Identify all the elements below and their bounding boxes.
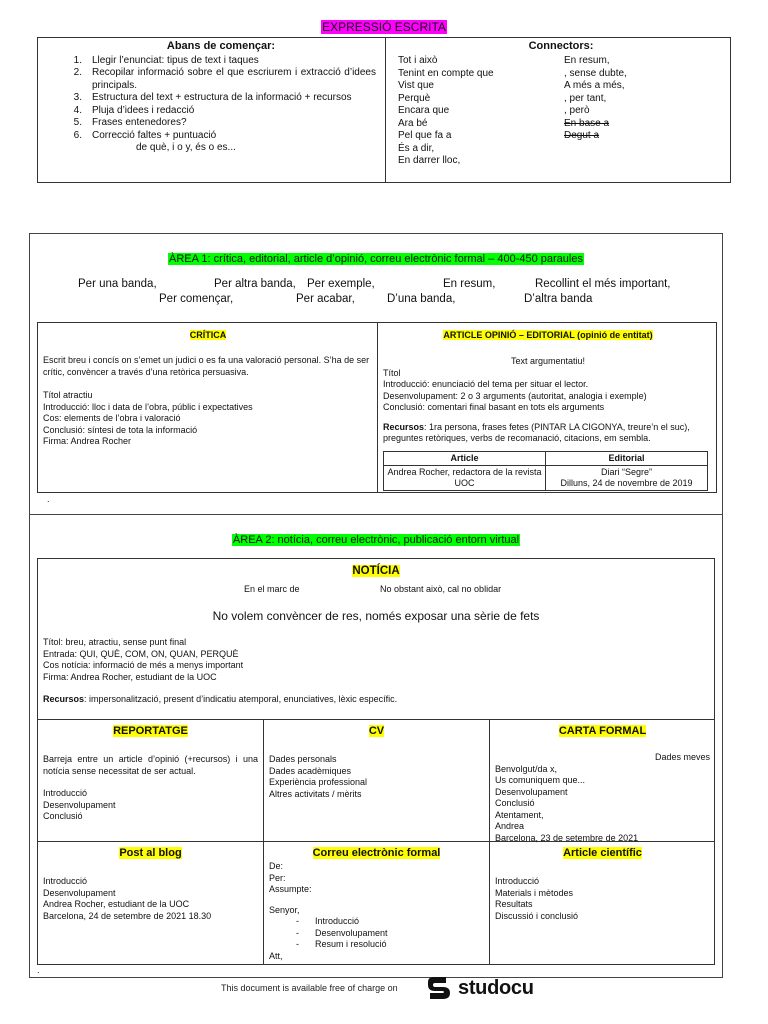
studocu-brand: studocu (458, 976, 534, 999)
table-cell: Diari “Segre” Dilluns, 24 de novembre de 2019 (546, 465, 708, 490)
abans-title: Abans de començar: (166, 40, 276, 52)
page-title-wrap (0, 18, 768, 36)
reportatge-cell (43, 721, 258, 823)
critica-cell (43, 325, 373, 448)
area1-inner-divider (377, 323, 378, 492)
area2-title: ÀREA 2: notícia, correu electrònic, publicació entorn virtual (232, 534, 520, 546)
cv-cell (269, 721, 484, 800)
reportatge-title: REPORTATGE (113, 725, 188, 737)
carta-lines: Benvolgut/da x, Us comuniquem que... Desenvolupament Conclusió Atentament, Andrea Barcelona, 23 de setembre de 2021 (495, 763, 639, 843)
list-item: 5. Frases entenedores? (73, 117, 187, 128)
article-title: ARTICLE OPINIÓ – EDITORIAL (opinió de entitat) (443, 330, 653, 340)
article-editorial-table (383, 451, 708, 491)
area1-title-wrap (29, 249, 723, 267)
connectors-section (396, 40, 726, 166)
correu-cell (269, 843, 484, 962)
intro-box (37, 37, 731, 183)
blog-title: Post al blog (119, 847, 182, 859)
studocu-logo[interactable] (424, 972, 554, 1004)
abans-section (66, 40, 376, 155)
cv-title: CV (368, 725, 385, 737)
grid-vline-2 (489, 720, 490, 964)
list-item: - Introducció (296, 916, 360, 926)
noticia-box (37, 558, 715, 720)
connectors-left: Tot i això Tenint en compte que Vist que Perquè Encara que Ara bé Pel que fa a És a dir, En darrer lloc, (398, 55, 494, 166)
blog-cell (43, 843, 258, 922)
list-item: 1. Llegir l’enunciat: tipus de text i taques (73, 54, 259, 66)
noticia-big: No volem convèncer de res, només exposar una sèrie de fets (212, 609, 540, 623)
reportatge-intro: Barreja entre un article d’opinió (+recursos) i una notícia sense necessitat de ser actual. (43, 754, 258, 776)
area1-inner-box (37, 322, 717, 493)
intro-divider (385, 38, 386, 182)
abans-steps (66, 55, 376, 143)
connectors-title: Connectors: (528, 40, 594, 52)
article-lines: Títol Introducció: enunciació del tema per situar el lector. Desenvolupament: 2 o 3 arguments (autoritat, analogia i exemple) Conclusió: comentari final basant en tots els arguments (383, 367, 647, 412)
noticia-hint-right: No obstant això, cal no oblidar (380, 584, 502, 594)
studocu-logo-icon (424, 973, 454, 1003)
reportatge-lines: Introducció Desenvolupament Conclusió (43, 788, 116, 821)
cientific-cell (495, 843, 710, 922)
table-cell: Andrea Rocher, redactora de la revista UOC (384, 465, 546, 490)
noticia-lines: Títol: breu, atractiu, sense punt final Entrada: QUI, QUÈ, COM, ON, QUAN, PERQUÈ Cos notícia: informació de més a menys important Firma: Andrea Rocher, estudiant de la UOC Recursos: impersonalització, present d’indicatiu atemporal, enunciatives, lèxic específic. (43, 637, 398, 704)
list-item: - Desenvolupament (296, 927, 388, 938)
carta-dades: Dades meves (654, 752, 710, 762)
critica-intro: Escrit breu i concís on s’emet un judici o es fa una valoració personal. S’ha de ser crític, convèncer a través d’una retòrica persuasiva. (43, 355, 370, 377)
correu-closing: Att, (269, 950, 283, 961)
list-item: - Resum i resolució (296, 939, 387, 949)
area1-dot: . (47, 494, 50, 504)
list-item: 3. Estructura del text + estructura de la informació + recursos (73, 92, 352, 103)
correu-fields: De: Per: Assumpte: (269, 861, 312, 894)
page-title: EXPRESSIÓ ESCRITA (322, 20, 446, 34)
area1-connectors-row2: Per començar, Per acabar, D’una banda, D’altra banda (159, 293, 593, 305)
cientific-title: Article científic (563, 847, 642, 859)
area2-title-wrap (29, 530, 723, 548)
area1-connectors-row1: Per una banda, Per altra banda, Per exemple, En resum, Recollint el més important, (78, 278, 671, 290)
list-item: 6. Correcció faltes + puntuació (73, 129, 217, 141)
noticia-hint-left: En el marc de (244, 584, 300, 594)
carta-title: CARTA FORMAL (558, 725, 647, 737)
connectors-right: En resum, , sense dubte, A més a més, , per tant, , però En base a Degut a (564, 55, 627, 141)
blog-lines: Introducció Desenvolupament Andrea Rocher, estudiant de la UOC Barcelona, 24 de setembre de 2021 18.30 (43, 876, 212, 921)
critica-lines: Títol atractiu Introducció: lloc i data de l’obra, públic i expectatives Cos: elements de l’obra i valoració Conclusió: síntesi de tota la informació Firma: Andrea Rocher (43, 390, 253, 446)
critica-title: CRÍTICA (189, 330, 227, 340)
article-cell (383, 325, 713, 491)
correu-title: Correu electrònic formal (312, 847, 441, 859)
table-header: Article (384, 451, 546, 465)
correu-greeting: Senyor, (269, 904, 300, 915)
genres-grid (37, 719, 715, 965)
article-recursos: Recursos: 1ra persona, frases fetes (PINTAR LA CIGONYA, treure’n el suc), preguntes retòriques, verbs de recomanació, citacions, em sembla. (383, 421, 690, 443)
table-header: Editorial (546, 451, 708, 465)
article-table-wrap (383, 451, 708, 491)
list-item: 4. Pluja d’idees i redacció (73, 104, 195, 116)
carta-cell (495, 721, 710, 844)
list-item: 2. Recopilar informació sobre el que escriurem i extracció d’idees principals. (73, 67, 376, 91)
correu-items (269, 916, 484, 951)
grid-vline-1 (263, 720, 264, 964)
area1-title: ÀREA 1: crítica, editorial, article d’opinió, correu electrònic formal – 400-450 paraules (169, 253, 583, 265)
area2-dot: . (37, 965, 40, 975)
cv-lines: Dades personals Dades acadèmiques Experiència professional Altres activitats / mèrits (269, 754, 368, 799)
cientific-lines: Introducció Materials i mètodes Resultats Discussió i conclusió (495, 876, 579, 921)
noticia-title: NOTÍCIA (352, 565, 400, 577)
abans-extra: de què, i o y, és o es... (136, 142, 236, 153)
article-subtitle: Text argumentatiu! (510, 356, 586, 366)
footer-text: This document is available free of charge on (221, 983, 398, 993)
